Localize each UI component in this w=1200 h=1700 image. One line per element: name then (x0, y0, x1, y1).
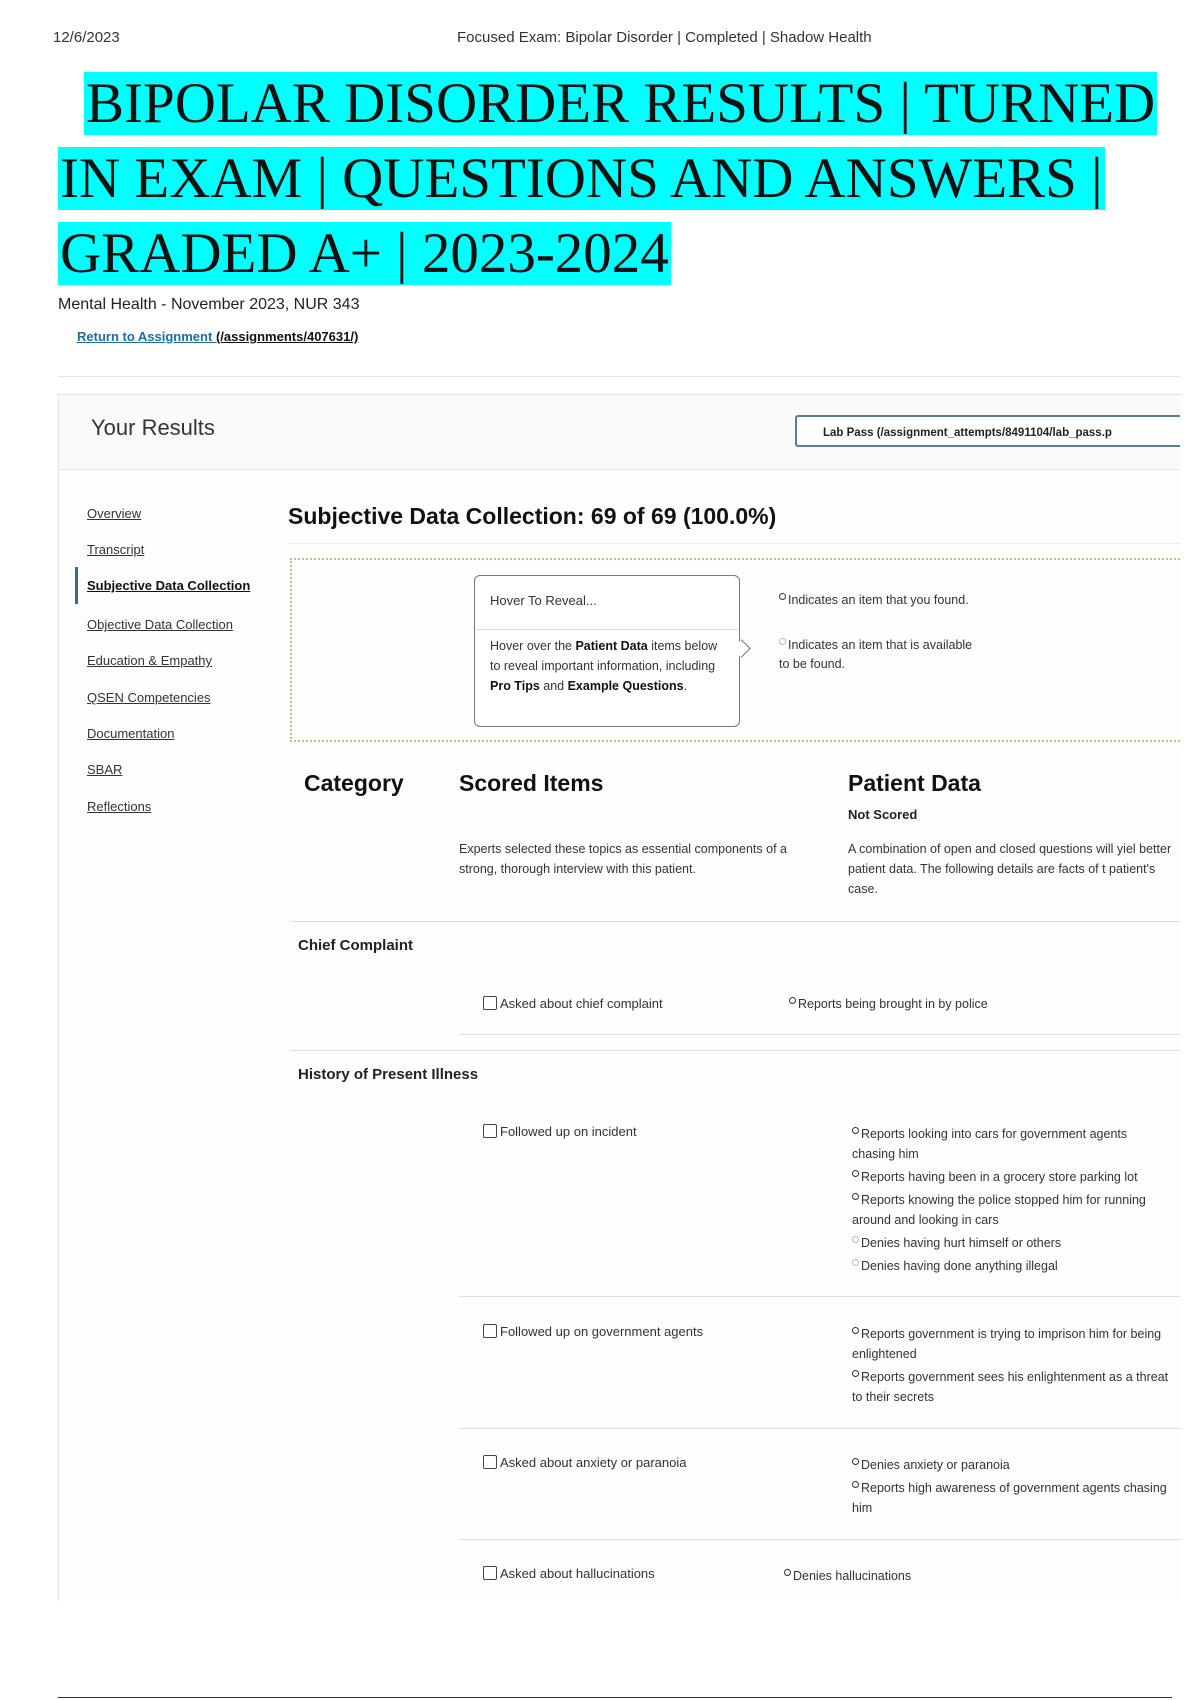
scored-item: Asked about anxiety or paranoia (483, 1455, 686, 1470)
return-link-url: (/assignments/407631/) (215, 329, 359, 344)
found-marker-icon (852, 1458, 859, 1465)
found-marker-icon (779, 593, 786, 600)
tooltip-body: Hover over the Patient Data items below to reveal important information, including Pro Tips and Example Questions. (490, 639, 718, 693)
found-marker-icon (852, 1327, 859, 1334)
print-page-title: Focused Exam: Bipolar Disorder | Completed | Shadow Health (457, 29, 872, 46)
patient-data-item[interactable]: Reports having been in a grocery store parking lot (852, 1167, 1170, 1187)
not-scored-label: Not Scored (848, 807, 918, 822)
footer-rule (58, 1697, 1172, 1698)
course-name: Mental Health - November 2023, NUR 343 (58, 296, 360, 313)
divider (459, 1428, 1180, 1429)
found-marker-icon (852, 1481, 859, 1488)
found-marker-icon (852, 1193, 859, 1200)
sidebar-item-transcript[interactable]: Transcript (87, 542, 145, 557)
sidebar-item-sbar[interactable]: SBAR (87, 762, 123, 777)
divider (288, 543, 1180, 544)
checkbox-icon (483, 1455, 497, 1469)
lab-pass-button[interactable]: Lab Pass (/assignment_attempts/8491104/lab_pass.p (795, 415, 1180, 447)
column-header-scored-items: Scored Items (459, 770, 604, 796)
document-title-line-2: IN EXAM | QUESTIONS AND ANSWERS | (60, 147, 1103, 210)
patient-data-item[interactable]: Denies anxiety or paranoia (852, 1455, 1170, 1475)
document-title-line-1: BIPOLAR DISORDER RESULTS | TURNED (86, 72, 1156, 135)
patient-data-item[interactable]: Denies having hurt himself or others (852, 1233, 1170, 1253)
document-title-line-3: GRADED A+ | 2023-2024 (60, 222, 669, 285)
found-marker-icon (784, 1569, 791, 1576)
patient-data-item[interactable]: Reports government is trying to imprison him for being enlightened (852, 1327, 1162, 1361)
found-marker-icon (852, 1370, 859, 1377)
sidebar-item-objective-data-collection[interactable]: Objective Data Collection (87, 617, 233, 632)
divider (459, 1034, 1180, 1035)
patient-data-list (852, 1124, 1170, 1279)
scored-items-description: Experts selected these topics as essential components of a strong, thorough interview with this patient. (459, 842, 787, 876)
patient-data-item[interactable]: Reports government sees his enlightenment as a threat to their secrets (852, 1370, 1169, 1404)
return-to-assignment-link[interactable]: Return to Assignment (/assignments/407631/) (77, 329, 359, 344)
category-name: Chief Complaint (298, 937, 413, 954)
available-marker-icon (852, 1236, 859, 1243)
active-nav-indicator (75, 567, 78, 604)
category-name: History of Present Illness (298, 1066, 479, 1083)
found-marker-icon (789, 997, 796, 1004)
patient-data-list (784, 1566, 1102, 1589)
column-header-patient-data: Patient Data (848, 770, 981, 796)
results-title: Your Results (91, 415, 215, 440)
legend-available: Indicates an item that is available to be found. (779, 638, 973, 671)
checkbox-icon (483, 1324, 497, 1338)
divider (459, 1539, 1180, 1540)
section-title: Subjective Data Collection: 69 of 69 (100.0%) (288, 503, 777, 529)
checkbox-icon (483, 996, 497, 1010)
divider (459, 1296, 1180, 1297)
sidebar-item-reflections[interactable]: Reflections (87, 799, 152, 814)
divider (58, 376, 1180, 377)
column-header-category: Category (304, 770, 404, 796)
checkbox-icon (483, 1566, 497, 1580)
sidebar-item-subjective-data-collection[interactable]: Subjective Data Collection (87, 578, 251, 593)
divider (290, 1050, 1180, 1051)
sidebar-item-education-empathy[interactable]: Education & Empathy (87, 653, 213, 668)
patient-data-item[interactable]: Denies hallucinations (784, 1566, 1102, 1586)
available-marker-icon (779, 638, 786, 645)
patient-data-item[interactable]: Reports looking into cars for government agents chasing him (852, 1127, 1128, 1161)
patient-data-item[interactable]: Reports being brought in by police (789, 994, 1107, 1014)
print-date: 12/6/2023 (53, 29, 120, 46)
divider (290, 921, 1180, 922)
scored-item: Followed up on incident (483, 1124, 637, 1139)
patient-data-list (852, 1324, 1170, 1410)
patient-data-item[interactable]: Reports knowing the police stopped him for running around and looking in cars (852, 1193, 1146, 1227)
scored-item: Asked about chief complaint (483, 996, 663, 1011)
tooltip-heading: Hover To Reveal... (490, 593, 597, 608)
patient-data-list (852, 1455, 1170, 1521)
tooltip-divider (476, 629, 738, 630)
legend-found: Indicates an item that you found. (779, 591, 979, 610)
sidebar-item-overview[interactable]: Overview (87, 506, 142, 521)
checkbox-icon (483, 1124, 497, 1138)
found-marker-icon (852, 1170, 859, 1177)
scored-item: Followed up on government agents (483, 1324, 703, 1339)
found-marker-icon (852, 1127, 859, 1134)
patient-data-item[interactable]: Reports high awareness of government agents chasing him (852, 1481, 1167, 1515)
patient-data-description: A combination of open and closed questions will yiel better patient data. The following details are facts of t patient's case. (848, 842, 1172, 896)
sidebar-item-documentation[interactable]: Documentation (87, 726, 175, 741)
scored-item: Asked about hallucinations (483, 1566, 655, 1581)
patient-data-item[interactable]: Denies having done anything illegal (852, 1256, 1170, 1276)
available-marker-icon (852, 1259, 859, 1266)
sidebar-item-qsen-competencies[interactable]: QSEN Competencies (87, 690, 211, 705)
patient-data-list (789, 994, 1107, 1017)
